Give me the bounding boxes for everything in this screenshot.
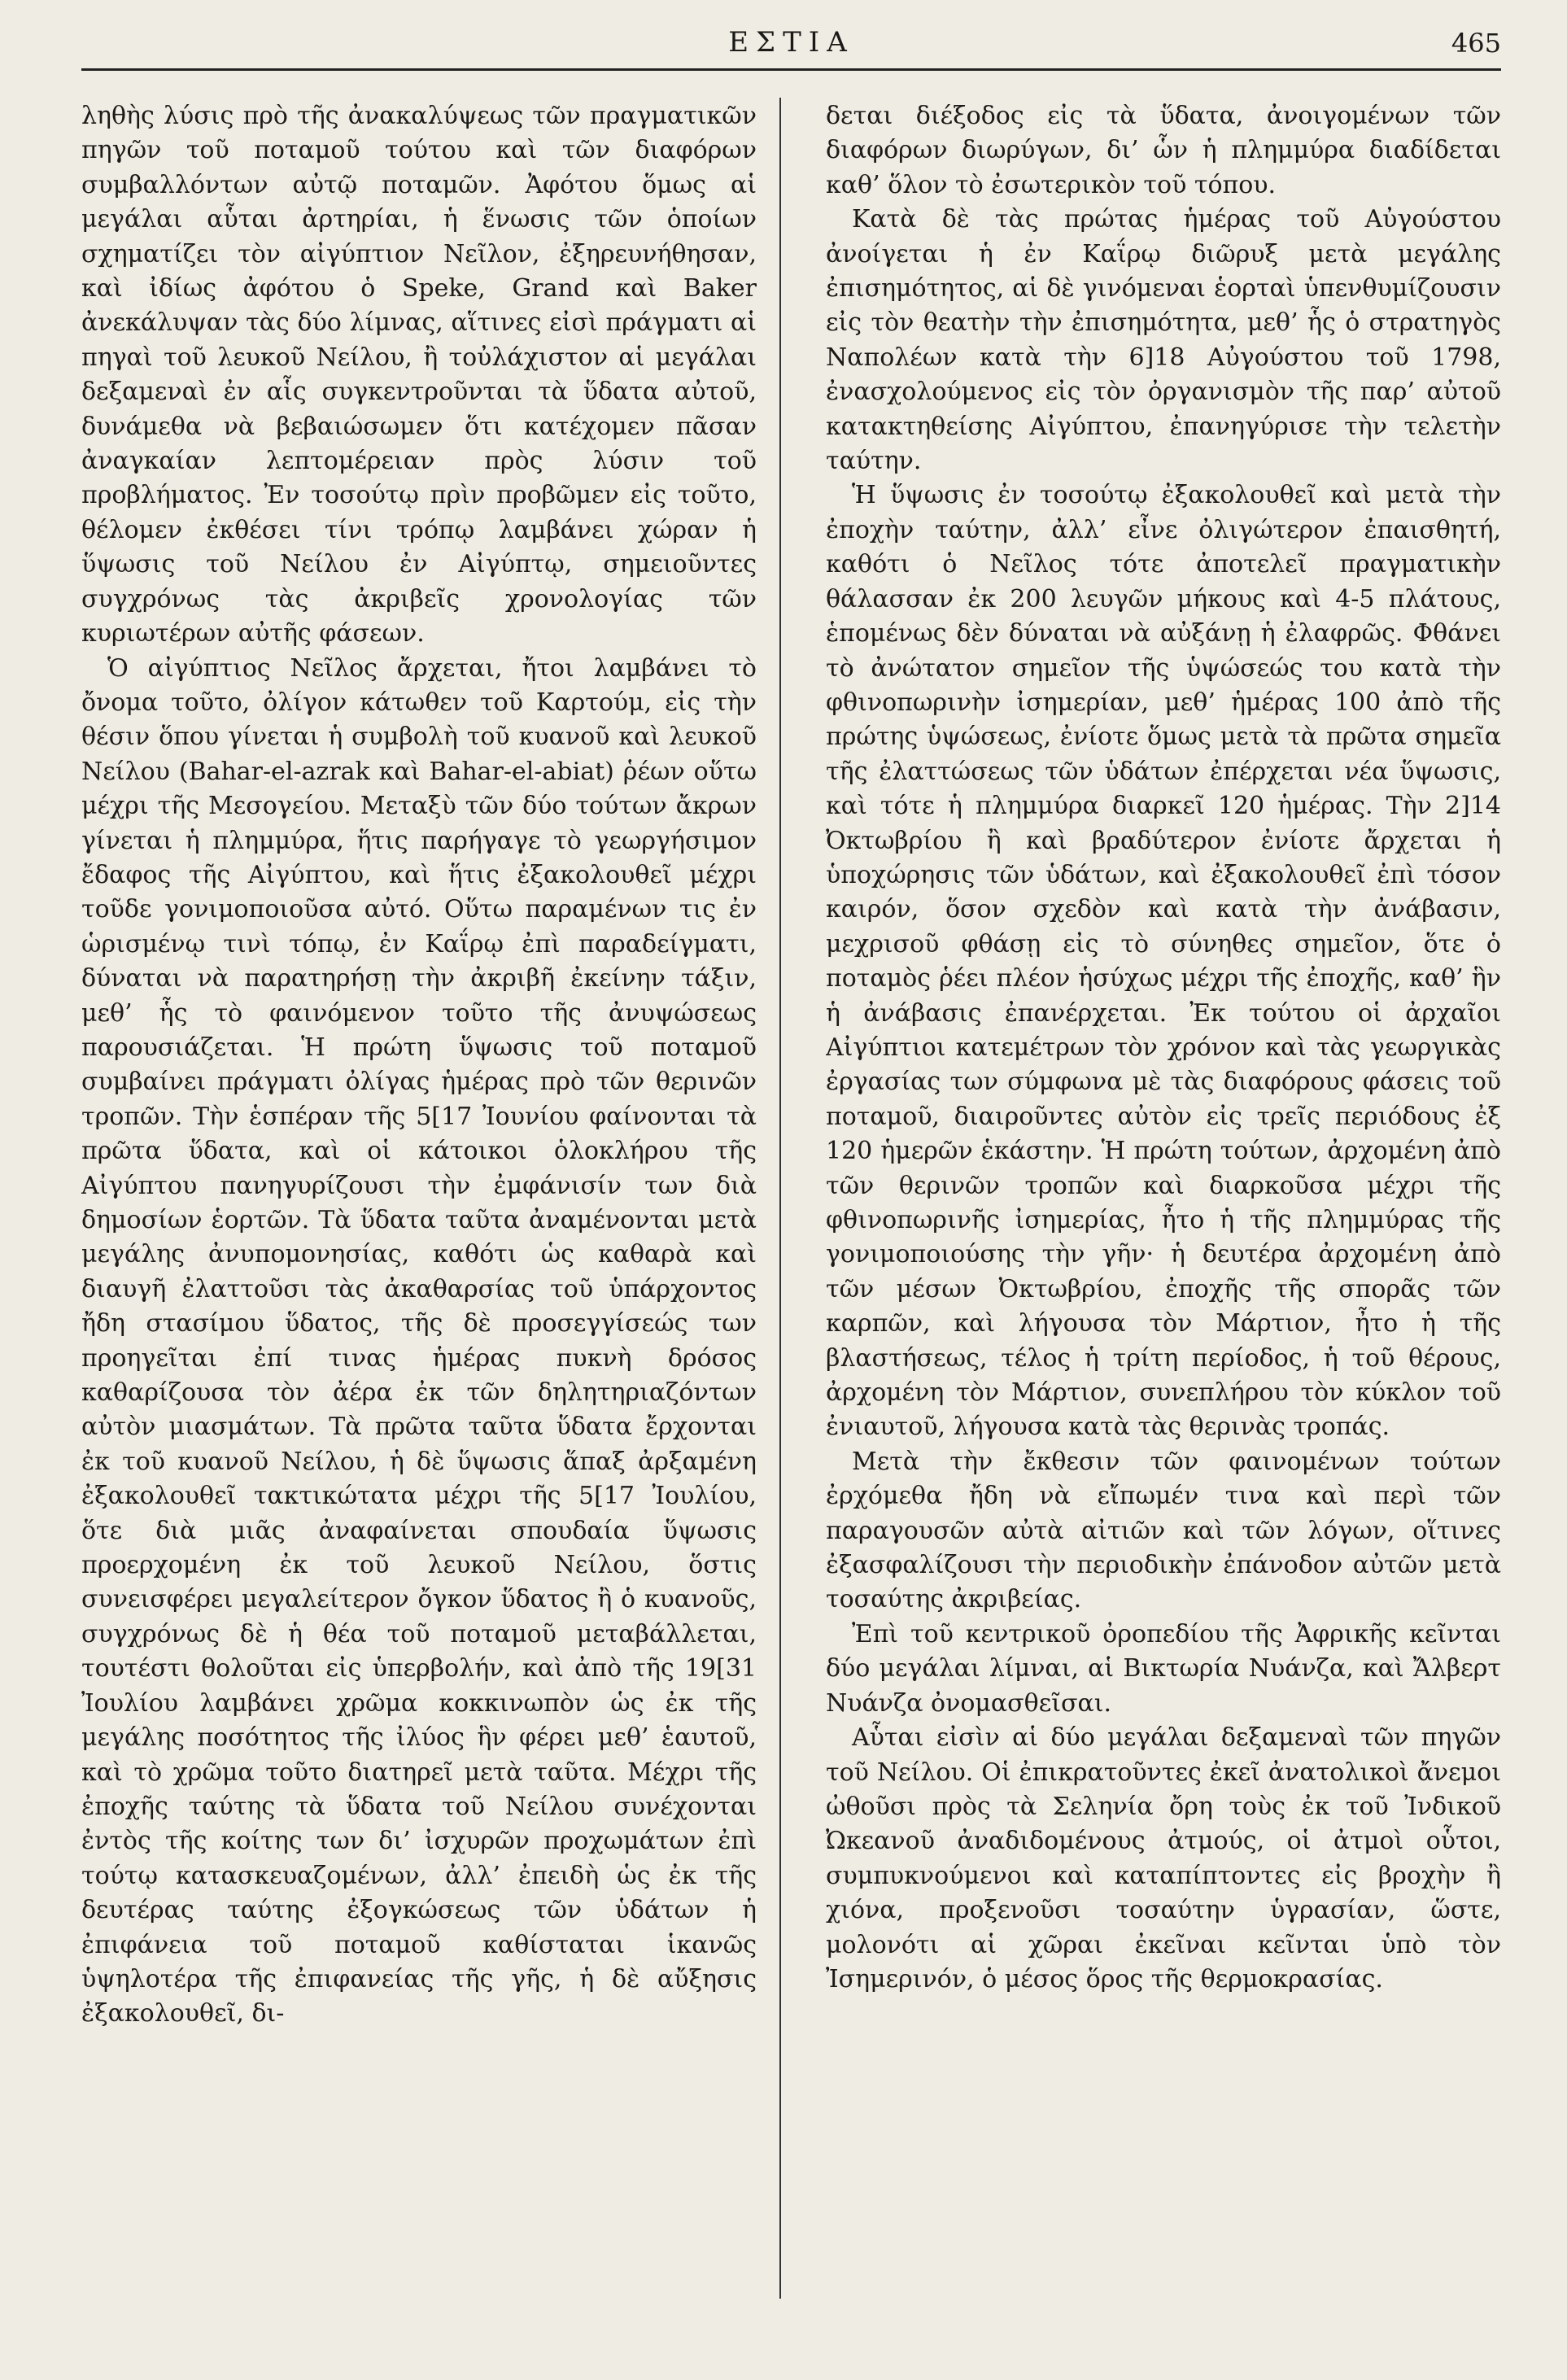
paragraph: Αὗται εἰσὶν αἱ δύο μεγάλαι δεξαμεναὶ τῶν πηγῶν τοῦ Νείλου. Οἱ ἐπικρατοῦντες ἐκεῖ ἀνατολικοὶ ἄνεμοι ὠθοῦσι πρὸς τὰ Σεληνία ὄρη τοὺς ἐκ τοῦ Ἰνδικοῦ Ὠκεανοῦ ἀναδιδομένους ἀτμούς, οἱ ἀτμοὶ οὗτοι, συμπυκνούμενοι καὶ καταπίπτοντες εἰς βροχὴν ἢ χιόνα, προξενοῦσι τοσαύτην ὑγρασίαν, ὥστε, μολονότι αἱ χῶραι ἐκεῖναι κεῖνται ὑπὸ τὸν Ἰσημερινόν, ὁ μέσος ὅρος τῆς θερμοκρασίας. — [826, 1723, 1501, 1994]
paragraph: Ὁ αἰγύπτιος Νεῖλος ἄρχεται, ἤτοι λαμβάνει τὸ ὄνομα τοῦτο, ὀλίγον κάτωθεν τοῦ Καρτούμ, εἰς τὴν θέσιν ὅπου γίνεται ἡ συμβολὴ τοῦ κυανοῦ καὶ λευκοῦ Νείλου (Bahar-el-azrak καὶ Bahar-el-abiat) ῥέων οὕτω μέχρι τῆς Μεσογείου. Μεταξὺ τῶν δύο τούτων ἄκρων γίνεται ἡ πλημμύρα, ἥτις παρήγαγε τὸ γεωργήσιμον ἔδαφος τῆς Αἰγύπτου, καὶ ἥτις ἐξακολουθεῖ μέχρι τοῦδε γονιμοποιοῦσα αὐτό. Οὕτω παραμένων τις ἐν ὡρισμένῳ τινὶ τόπῳ, ἐν Καΐρῳ ἐπὶ παραδείγματι, δύναται νὰ παρατηρήσῃ τὴν ἀκριβῆ ἐκείνην τάξιν, μεθ’ ἧς τὸ φαινόμενον τοῦτο τῆς ἀνυψώσεως παρουσιάζεται. Ἡ πρώτη ὕψωσις τοῦ ποταμοῦ συμβαίνει πράγματι ὀλίγας ἡμέρας πρὸ τῶν θερινῶν τροπῶν. Τὴν ἑσπέραν τῆς 5[17 Ἰουνίου φαίνονται τὰ πρῶτα ὕδατα, καὶ οἱ κάτοικοι ὁλοκλήρου τῆς Αἰγύπτου πανηγυρίζουσι τὴν ἐμφάνισίν των διὰ δημοσίων ἑορτῶν. Τὰ ὕδατα ταῦτα ἀναμένονται μετὰ μεγάλης ἀνυπομονησίας, καθότι ὡς καθαρὰ καὶ διαυγῆ ἐλαττοῦσι τὰς ἀκαθαρσίας τοῦ ὑπάρχοντος ἤδη στασίμου ὕδατος, τῆς δὲ προσεγγίσεώς των προηγεῖται ἐπί τινας ἡμέρας πυκνὴ δρόσος καθαρίζουσα τὸν ἀέρα ἐκ τῶν δηλητηριαζόντων αὐτὸν μιασμάτων. Τὰ πρῶτα ταῦτα ὕδατα ἔρχονται ἐκ τοῦ κυανοῦ Νείλου, ἡ δὲ ὕψωσις ἅπαξ ἀρξαμένη ἐξακολουθεῖ τακτικώτατα μέχρι τῆς 5[17 Ἰουλίου, ὅτε διὰ μιᾶς ἀναφαίνεται σπουδαία ὕψωσις προερχομένη ἐκ τοῦ λευκοῦ Νείλου, ὅστις συνεισφέρει μεγαλείτερον ὄγκον ὕδατος ἢ ὁ κυανοῦς, συγχρόνως δὲ ἡ θέα τοῦ ποταμοῦ μεταβάλλεται, τουτέστι θολοῦται εἰς ὑπερβολήν, καὶ ἀπὸ τῆς 19[31 Ἰουλίου λαμβάνει χρῶμα κοκκινωπὸν ὡς ἐκ τῆς μεγάλης ποσότητος τῆς ἰλύος ἣν φέρει μεθ’ ἑαυτοῦ, καὶ τὸ χρῶμα τοῦτο διατηρεῖ μετὰ ταῦτα. Μέχρι τῆς ἐποχῆς ταύτης τὰ ὕδατα τοῦ Νείλου συνέχονται ἐντὸς τῆς κοίτης των δι’ ἰσχυρῶν προχωμάτων ἐπὶ τούτῳ κατασκευαζομένων, ἀλλ’ ἐπειδὴ ὡς ἐκ τῆς δευτέρας ταύτης ἐξογκώσεως τῶν ὑδάτων ἡ ἐπιφάνεια τοῦ ποταμοῦ καθίσταται ἱκανῶς ὑψηλοτέρα τῆς ἐπιφανείας τῆς γῆς, ἡ δὲ αὔξησις ἐξακολουθεῖ, δι- — [81, 653, 757, 2028]
header-rule — [81, 68, 1501, 71]
column-divider — [779, 98, 781, 2299]
paragraph: Ἡ ὕψωσις ἐν τοσούτῳ ἐξακολουθεῖ καὶ μετὰ τὴν ἐποχὴν ταύτην, ἀλλ’ εἶνε ὀλιγώτερον ἐπαισθητή, καθότι ὁ Νεῖλος τότε ἀποτελεῖ πραγματικὴν θάλασσαν ἐκ 200 λευγῶν μήκους καὶ 4-5 πλάτους, ἑπομένως δὲν δύναται νὰ αὐξάνῃ ἡ ἐλαφρῶς. Φθάνει τὸ ἀνώτατον σημεῖον τῆς ὑψώσεώς του κατὰ τὴν φθινοπωρινὴν ἰσημερίαν, μεθ’ ἡμέρας 100 ἀπὸ τῆς πρώτης ὑψώσεως, ἐνίοτε ὅμως μετὰ τὰ πρῶτα σημεῖα τῆς ἐλαττώσεως τῶν ὑδάτων ἐπέρχεται νέα ὕψωσις, καὶ τότε ἡ πλημμύρα διαρκεῖ 120 ἡμέρας. Τὴν 2]14 Ὀκτωβρίου ἢ καὶ βραδύτερον ἐνίοτε ἄρχεται ἡ ὑποχώρησις τῶν ὑδάτων, καὶ ἐξακολουθεῖ ἐπὶ τόσον καιρόν, ὅσον σχεδὸν καὶ κατὰ τὴν ἀνάβασιν, μεχρισοῦ φθάσῃ εἰς τὸ σύνηθες σημεῖον, ὅτε ὁ ποταμὸς ῥέει πλέον ἡσύχως μέχρι τῆς ἐποχῆς, καθ’ ἣν ἡ ἀνάβασις ἐπανέρχεται. Ἐκ τούτου οἱ ἀρχαῖοι Αἰγύπτιοι κατεμέτρων τὸν χρόνον καὶ τὰς γεωργικὰς ἐργασίας των σύμφωνα μὲ τὰς διαφόρους φάσεις τοῦ ποταμοῦ, διαιροῦντες αὐτὸν εἰς τρεῖς περιόδους ἐξ 120 ἡμερῶν ἑκάστην. Ἡ πρώτη τούτων, ἀρχομένη ἀπὸ τῶν θερινῶν τροπῶν καὶ διαρκοῦσα μέχρι τῆς φθινοπωρινῆς ἰσημερίας, ἦτο ἡ τῆς πλημμύρας τῆς γονιμοποιούσης τὴν γῆν· ἡ δευτέρα ἀρχομένη ἀπὸ τῶν μέσων Ὀκτωβρίου, ἐποχῆς τῆς σπορᾶς τῶν καρπῶν, καὶ λήγουσα τὸν Μάρτιον, ἦτο ἡ τῆς βλαστήσεως, τέλος ἡ τρίτη περίοδος, ἡ τοῦ θέρους, ἀρχομένη τὸν Μάρτιον, συνεπλήρου τὸν κύκλον τοῦ ἐνιαυτοῦ, λήγουσα κατὰ τὰς θερινὰς τροπάς. — [826, 481, 1501, 1442]
paragraph: Κατὰ δὲ τὰς πρώτας ἡμέρας τοῦ Αὐγούστου ἀνοίγεται ἡ ἐν Καΐρῳ διῶρυξ μετὰ μεγάλης ἐπισημότητος, αἱ δὲ γινόμεναι ἑορταὶ ὑπενθυμίζουσιν εἰς τὸν θεατὴν τὴν ἐπισημότητα, μεθ’ ἧς ὁ στρατηγὸς Ναπολέων κατὰ τὴν 6]18 Αὐγούστου τοῦ 1798, ἐνασχολούμενος εἰς τὸν ὀργανισμὸν τῆς παρ’ αὐτοῦ κατακτηθείσης Αἰγύπτου, ἐπανηγύρισε τὴν τελετὴν ταύτην. — [826, 205, 1501, 476]
page-header — [81, 26, 1501, 67]
paragraph: δεται διέξοδος εἰς τὰ ὕδατα, ἀνοιγομένων τῶν διαφόρων διωρύγων, δι’ ὧν ἡ πλημμύρα διαδίδεται καθ’ ὅλον τὸ ἐσωτερικὸν τοῦ τόπου. — [826, 102, 1501, 199]
paragraph: Μετὰ τὴν ἔκθεσιν τῶν φαινομένων τούτων ἐρχόμεθα ἤδη νὰ εἴπωμέν τινα καὶ περὶ τῶν παραγουσῶν αὐτὰ αἰτιῶν καὶ τῶν λόγων, οἵτινες ἐξασφαλίζουσι τὴν περιοδικὴν ἐπάνοδον αὐτῶν μετὰ τοσαύτης ἀκριβείας. — [826, 1447, 1501, 1614]
right-column — [826, 99, 1501, 2345]
page-number: 465 — [1451, 28, 1501, 59]
paragraph: Ἐπὶ τοῦ κεντρικοῦ ὀροπεδίου τῆς Ἀφρικῆς κεῖνται δύο μεγάλαι λίμναι, αἱ Βικτωρία Νυάνζα, καὶ Ἄλβερτ Νυάνζα ὀνομασθεῖσαι. — [826, 1619, 1501, 1718]
left-column — [81, 99, 757, 2345]
running-title: ΕΣΤΙΑ — [728, 26, 854, 59]
paragraph: ληθὴς λύσις πρὸ τῆς ἀνακαλύψεως τῶν πραγματικῶν πηγῶν τοῦ ποταμοῦ τούτου καὶ τῶν διαφόρων συμβαλλόντων αὐτῷ ποταμῶν. Ἀφότου ὅμως αἱ μεγάλαι αὗται ἀρτηρίαι, ἡ ἕνωσις τῶν ὁποίων σχηματίζει τὸν αἰγύπτιον Νεῖλον, ἐξηρευνήθησαν, καὶ ἰδίως ἀφότου ὁ Speke, Grand καὶ Baker ἀνεκάλυψαν τὰς δύο λίμνας, αἵτινες εἰσὶ πράγματι αἱ πηγαὶ τοῦ λευκοῦ Νείλου, ἢ τοὐλάχιστον αἱ μεγάλαι δεξαμεναὶ ἐν αἷς συγκεντροῦνται τὰ ὕδατα αὐτοῦ, δυνάμεθα νὰ βεβαιώσωμεν ὅτι κατέχομεν πᾶσαν ἀναγκαίαν λεπτομέρειαν πρὸς λύσιν τοῦ προβλήματος. Ἐν τοσούτῳ πρὶν προβῶμεν εἰς τοῦτο, θέλομεν ἐκθέσει τίνι τρόπῳ λαμβάνει χώραν ἡ ὕψωσις τοῦ Νείλου ἐν Αἰγύπτῳ, σημειοῦντες συγχρόνως τὰς ἀκριβεῖς χρονολογίας τῶν κυριωτέρων αὐτῆς φάσεων. — [81, 102, 757, 648]
